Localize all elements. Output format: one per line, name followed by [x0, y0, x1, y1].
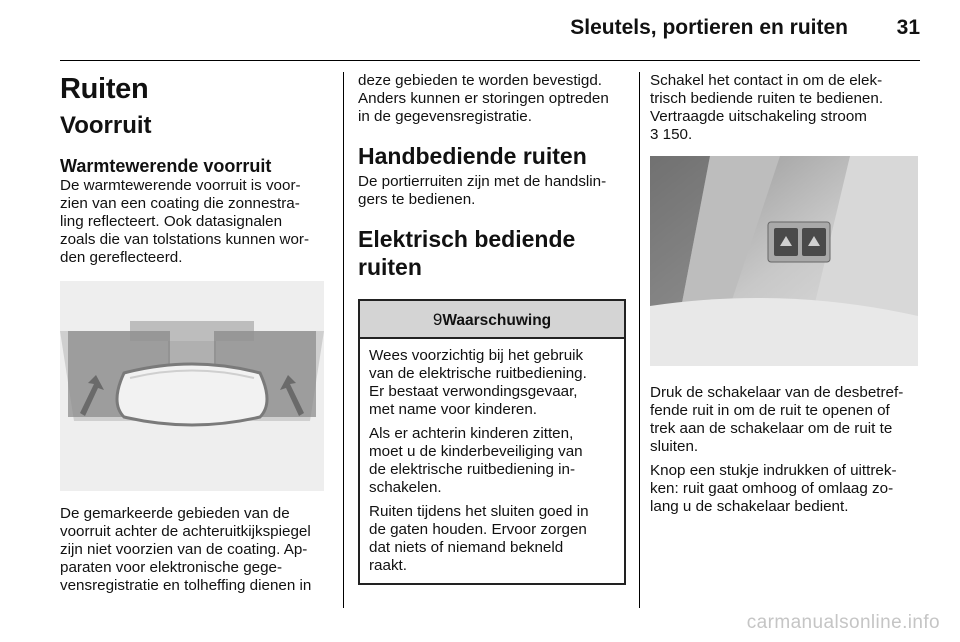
running-head [560, 16, 920, 50]
header-rule [60, 60, 920, 61]
warning-body [360, 339, 624, 583]
paragraph-press-switch: Druk de schakelaar van de desbetref- fende ruit in om de ruit te openen of trek aan de schakelaar om de ruit te sluiten. [650, 384, 904, 455]
paragraph-continued: deze gebieden te worden bevestigd. Anders kunnen er storingen optreden in de gegevensregistratie. [358, 72, 609, 125]
rear-view-mirror-drawing [60, 281, 324, 491]
paragraph-ignition: Schakel het contact in om de elek- trisch bediende ruiten te bedienen. Vertraagde uitschakeling stroom 3 150. [650, 72, 884, 143]
heading-electric-windows: Elektrisch bediende ruiten [358, 226, 576, 280]
warning-paragraph-3: Ruiten tijdens het sluiten goed in de gaten houden. Ervoor zorgen dat niets of niemand bekneld raakt. [369, 503, 589, 574]
warning-triangle-icon: 9 [432, 310, 443, 329]
topic-title: Warmtewerende voorruit [60, 156, 272, 176]
paragraph-heat-reflecting: De warmtewerende voorruit is voor- zien van een coating die zonnestra- ling reflecteert. Ook datasignalen zoals die van tolstations kunnen wor- den gereflecteerd. [60, 177, 310, 266]
section-title: Ruiten [60, 73, 149, 105]
column-divider-1 [343, 72, 344, 608]
heading-manual-windows: Handbediende ruiten [358, 143, 587, 169]
warning-title: Waarschuwing [442, 312, 552, 329]
column-divider-2 [639, 72, 640, 608]
warning-paragraph-1: Wees voorzichtig bij het gebruik van de elektrische ruitbediening. Er bestaat verwondingsgevaar, met name voor kinderen. [369, 347, 587, 418]
window-switch-drawing [650, 156, 918, 366]
paragraph-uncoated-areas: De gemarkeerde gebieden van de voorruit achter de achteruitkijkspiegel zijn niet voorzien van de coating. Ap- paraten voor elektronische gege- vensregistratie en tolheffing dienen in [60, 505, 312, 594]
watermark: carmanualsonline.info [746, 612, 940, 633]
running-head-title: Sleutels, portieren en ruiten [570, 16, 848, 39]
subsection-title: Voorruit [60, 112, 152, 139]
paragraph-tip-switch: Knop een stukje indrukken of uittrek- ken: ruit gaat omhoog of omlaag zo- lang u de schakelaar bedient. [650, 462, 897, 515]
column-2 [358, 72, 626, 585]
paragraph-manual-windows: De portierruiten zijn met de handslin- gers te bedienen. [358, 173, 607, 208]
rear-view-mirror-illustration [60, 281, 324, 491]
warning-box [358, 299, 626, 585]
window-switch-photo [650, 156, 918, 366]
column-3 [650, 72, 922, 516]
column-1 [60, 72, 328, 595]
warning-paragraph-2: Als er achterin kinderen zitten, moet u de kinderbeveiliging van de elektrische ruitbediening in- schakelen. [369, 425, 583, 496]
page-number: 31 [896, 16, 920, 39]
warning-header [360, 301, 624, 339]
